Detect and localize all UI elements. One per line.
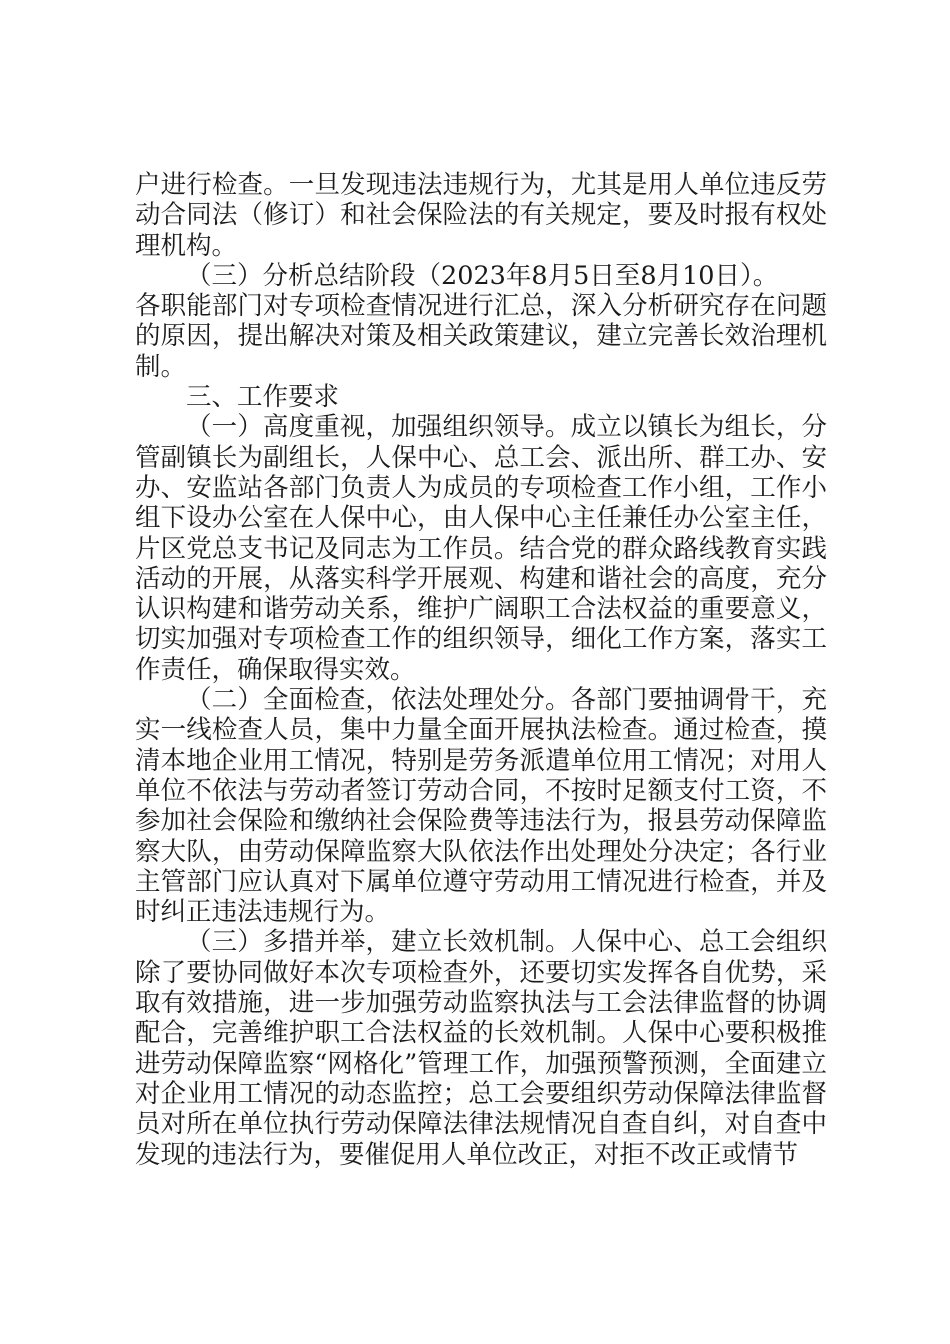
- paragraph-requirement-two: （二）全面检查，依法处理处分。各部门要抽调骨干，充实一线检查人员，集中力量全面开展执法检查。通过检查，摸清本地企业用工情况，特别是劳务派遣单位用工情况；对用人单位不依法与劳动者签订劳动合同，不按时足额支付工资，不参加社会保险和缴纳社会保险费等违法行为，报县劳动保障监察大队，由劳动保障监察大队依法作出处理处分决定；各行业主管部门应认真对下属单位遵守劳动用工情况进行检查，并及时纠正违法违规行为。: [135, 685, 827, 928]
- section-heading-work-requirements: 三、工作要求: [186, 382, 340, 413]
- paragraph-phase-three-heading: （三）分析总结阶段（2023年8月5日至8月10日）。: [186, 260, 779, 291]
- paragraph-phase-three-body: 各职能部门对专项检查情况进行汇总，深入分析研究存在问题的原因，提出解决对策及相关政策建议，建立完善长效治理机制。: [135, 291, 827, 382]
- document-body: [135, 170, 827, 1170]
- paragraph-requirement-one: （一）高度重视，加强组织领导。成立以镇长为组长，分管副镇长为副组长，人保中心、总工会、派出所、群工办、安办、安监站各部门负责人为成员的专项检查工作小组，工作小组下设办公室在人保中心，由人保中心主任兼任办公室主任，片区党总支书记及同志为工作员。结合党的群众路线教育实践活动的开展，从落实科学开展观、构建和谐社会的高度，充分认识构建和谐劳动关系，维护广阔职工合法权益的重要意义，切实加强对专项检查工作的组织领导，细化工作方案，落实工作责任，确保取得实效。: [135, 412, 827, 685]
- paragraph-continuation: 户进行检查。一旦发现违法违规行为，尤其是用人单位违反劳动合同法（修订）和社会保险法的有关规定，要及时报有权处理机构。: [135, 170, 827, 261]
- paragraph-requirement-three: （三）多措并举，建立长效机制。人保中心、总工会组织除了要协同做好本次专项检查外，还要切实发挥各自优势，采取有效措施，进一步加强劳动监察执法与工会法律监督的协调配合，完善维护职工合法权益的长效机制。人保中心要积极推进劳动保障监察“网格化”管理工作，加强预警预测，全面建立对企业用工情况的动态监控；总工会要组织劳动保障法律监督员对所在单位执行劳动保障法律法规情况自查自纠，对自查中发现的违法行为，要催促用人单位改正，对拒不改正或情节: [135, 927, 827, 1170]
